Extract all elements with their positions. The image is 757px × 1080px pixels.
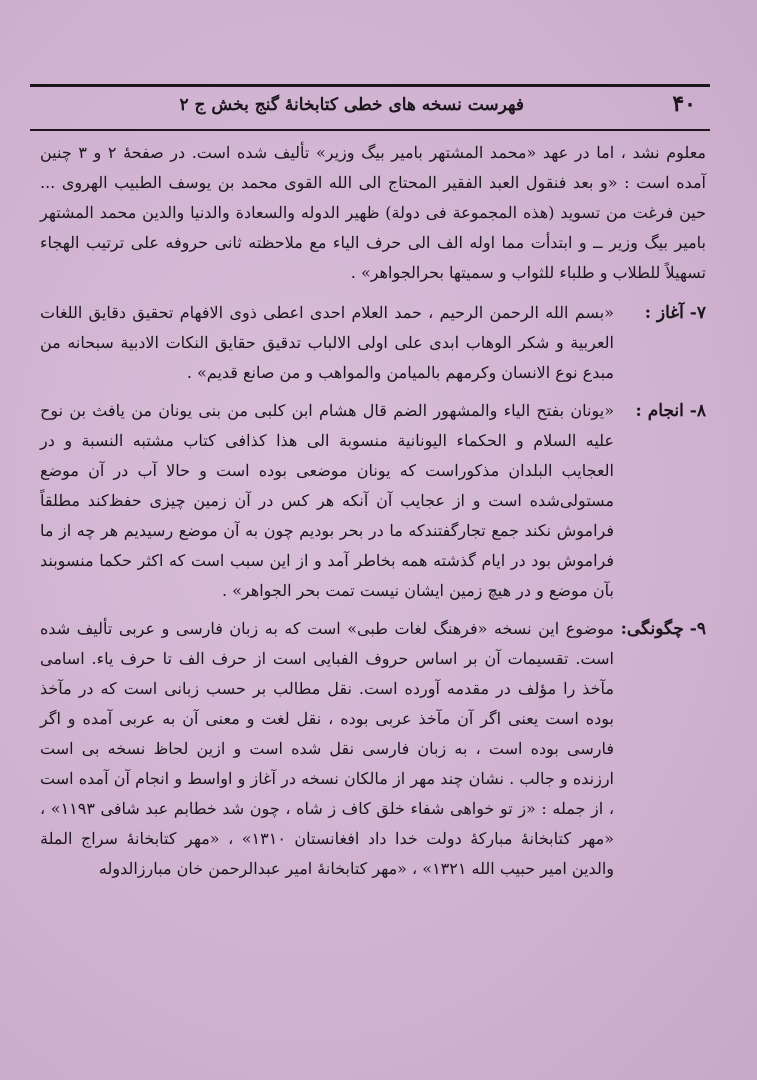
entry-text: «یونان بفتح الیاء والمشهور الضم قال هشام ابن کلبی من بنی یونان من یافث بن نوح علیه السلام و الحکماء الیونانیة منسوبة الی هذا کذافی کتاب مشتبه النسبة و در العجایب البلدان مذکوراست که یونان موضعی بوده است و حالا آب در آن موضع مستولی‌شده است و از عجایب آن آنکه هر کس در آن زمین چیزی حفظ‌کند مطلقاً فراموش نکند جمع تجارگفتندکه ما در بحر بودیم چون به آن موضع رسیدیم هر چه از ما فراموش بود در ایام گذشته همه بخاطر آمد و از این سبب است که اکثر حکما منسوبند بآن موضع و در هیچ زمین ایشان نیست تمت بحر الجواهر» . bbox=[40, 401, 615, 600]
page-header bbox=[30, 84, 710, 131]
entry-anjam bbox=[40, 396, 706, 606]
entry-chegunegi bbox=[40, 614, 706, 884]
intro-paragraph: معلوم نشد ، اما در عهد «محمد المشتهر بامیر بیگ وزیر» تألیف شده است. در صفحهٔ ۲ و ۳ چنین آمده است : «و بعد فنقول العبد الفقیر المحتاج الی الله القوی محمد بن یوسف الطبیب الهروی ... حین فرغت من تسوید (هذه المجموعة فی دولة) ظهیر الدوله والسعادة والدنیا والدین محمد المشتهر بامیر بیگ وزیر ــ و ابتدأت مما اوله الف الی حرف الیاء مع ملاحظته ثانی حروفه علی ترتیب الهجاء تسهیلاً للطلاب و طلباء للثواب و سمیتها بحرالجواهر» . bbox=[40, 143, 707, 282]
entry-aghaz bbox=[40, 298, 706, 388]
entry-label: ۹- چگونگی: bbox=[620, 619, 706, 639]
entry-text: موضوع این نسخه «فرهنگ لغات طبی» است که به زبان فارسی و عربی تألیف شده است. تقسیمات آن بر اساس حروف الفبایی است از حرف الف تا حرف یاء. اسامی مآخذ را مؤلف در مقدمه آورده است. نقل مطالب بر حسب زبانی است که در مآخذ بوده است یعنی اگر آن مآخذ عربی بوده ، نقل لغت و معنی آن به عربی آمده و اگر فارسی بوده است ، به زبان فارسی نقل شده است و ازین لحاظ نسخه‌ بی است ارزنده و جالب . نشان چند مهر از مالکان نسخه در آغاز و اواسط و انجام آن آمده است ، از جمله : «ز تو خواهی شفاء خلق کاف ز شاه ، چون شد خطابم عبد شافی ۱۱۹۳» ، «مهر کتابخانهٔ مبارکهٔ دولت خدا داد افغانستان ۱۳۱۰» ، «مهر کتابخانهٔ سراج الملة والدین امیر حبیب الله ۱۳۲۱» ، «مهر کتابخانهٔ امیر عبدالرحمن خان مبارزالدوله bbox=[40, 619, 615, 878]
page-content bbox=[40, 138, 706, 884]
entry-label: ۸- انجام : bbox=[635, 401, 706, 421]
running-title: فهرست نسخه های خطی کتابخانهٔ گنج بخش ج ۲ bbox=[179, 95, 524, 115]
entry-label: ۷- آغاز : bbox=[644, 303, 706, 323]
page-number: ۴۰ bbox=[672, 91, 696, 117]
entry-text: «بسم الله الرحمن الرحیم ، حمد العلام احدی اعطی ذوی الافهام تحقیق دقایق اللغات العربیة و شکر الوهاب ابدی علی اولی الالباب تدقیق حقایق النکات الادبیة سبحانه من مبدع نوع الانسان وکرمهم بالمیامن والمواهب و من صانع قدیم» . bbox=[40, 303, 614, 382]
